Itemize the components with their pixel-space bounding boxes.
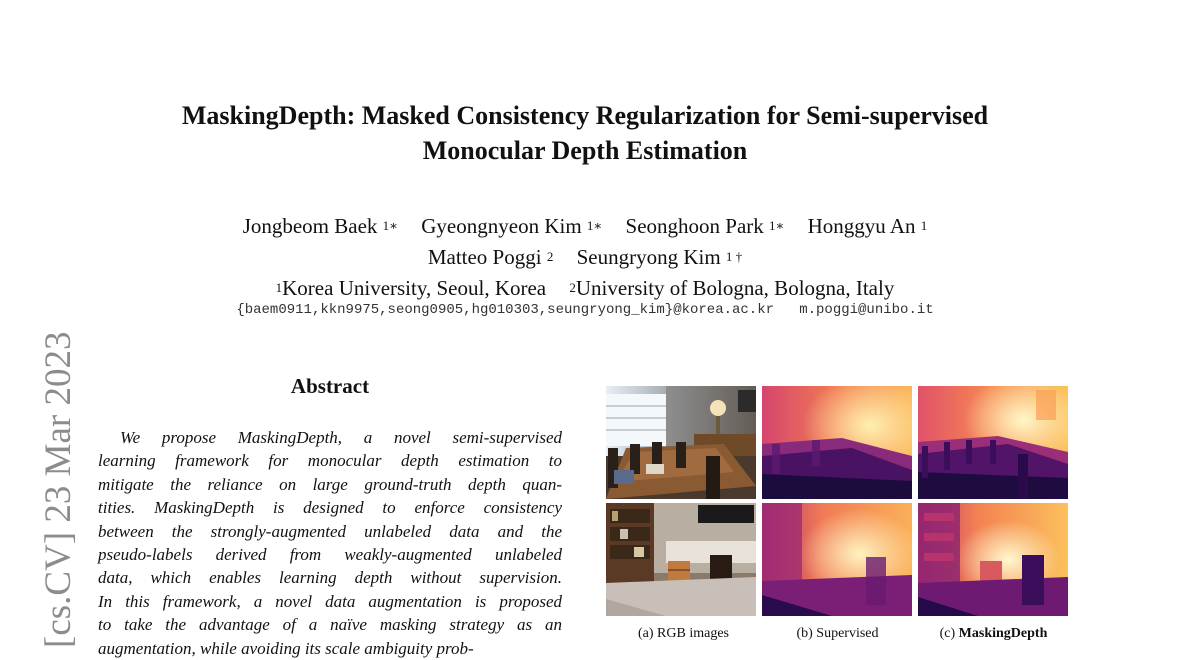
teaser-figure [606,386,1070,648]
author: Jongbeom Baek $^{1∗}$ [242,214,399,238]
author: Seonghoon Park $^{1∗}$ [625,214,785,238]
supervised-depth-office-room [762,503,912,616]
arxiv-stamp [20,300,80,650]
abstract-line: mitigate the reliance on large ground-truth depth quan- [98,474,562,494]
abstract-body [98,426,562,660]
title-line-2: Monocular Depth Estimation [422,136,748,165]
author-block [140,212,1030,305]
caption-supervised: (b) Supervised [796,626,879,641]
abstract-line: to take the advantage of a naïve masking strategy as an [98,615,562,635]
abstract-line: data, which enables learning depth without supervision. [98,568,562,588]
affiliation: $^2$University of Bologna, Bologna, Italy [569,276,895,300]
author: Gyeongnyeon Kim $^{1∗}$ [421,214,603,238]
abstract-line: tities. MaskingDepth is designed to enforce consistency [98,498,562,518]
arxiv-stamp-text: [cs.CV] 23 Mar 2023 [38,331,79,648]
paper-title [120,98,1050,168]
supervised-depth-dining-room [762,386,912,499]
author-row-1 [140,212,1030,243]
abstract-line: augmentation, while avoiding its scale ambiguity prob- [98,638,474,658]
author: Seungryong Kim $^{1 \dagger}$ [576,245,743,269]
title-line-1: MaskingDepth: Masked Consistency Regularization for Semi-supervised [181,101,989,130]
abstract-line: We propose MaskingDepth, a novel semi-supervised [120,428,562,447]
affiliations [140,274,1030,305]
affiliation: $^1$Korea University, Seoul, Korea [275,276,547,300]
rgb-image-dining-room [606,386,756,499]
abstract-line: pseudo-labels derived from weakly-augmented unlabeled [98,545,562,565]
abstract-line: between the strongly-augmented unlabeled data and the [98,521,562,541]
author-row-2 [140,243,1030,274]
caption-maskingdepth: (c) MaskingDepth [939,626,1048,641]
abstract-line: In this framework, a novel data augmentation is proposed [98,591,562,611]
maskingdepth-depth-dining-room [918,386,1068,499]
author: Matteo Poggi $^2$ [427,245,554,269]
abstract-line: learning framework for monocular depth estimation to [98,451,562,471]
maskingdepth-depth-office-room [918,503,1068,616]
author-emails: {baem0911,kkn9975,seong0905,hg010303,seungryong_kim}@korea.ac.kr m.poggi@unibo.it [236,302,934,318]
author: Honggyu An $^1$ [807,214,928,238]
rgb-image-office-room [606,503,756,616]
abstract-heading: Abstract [290,374,370,398]
caption-rgb-images: (a) RGB images [638,626,729,641]
